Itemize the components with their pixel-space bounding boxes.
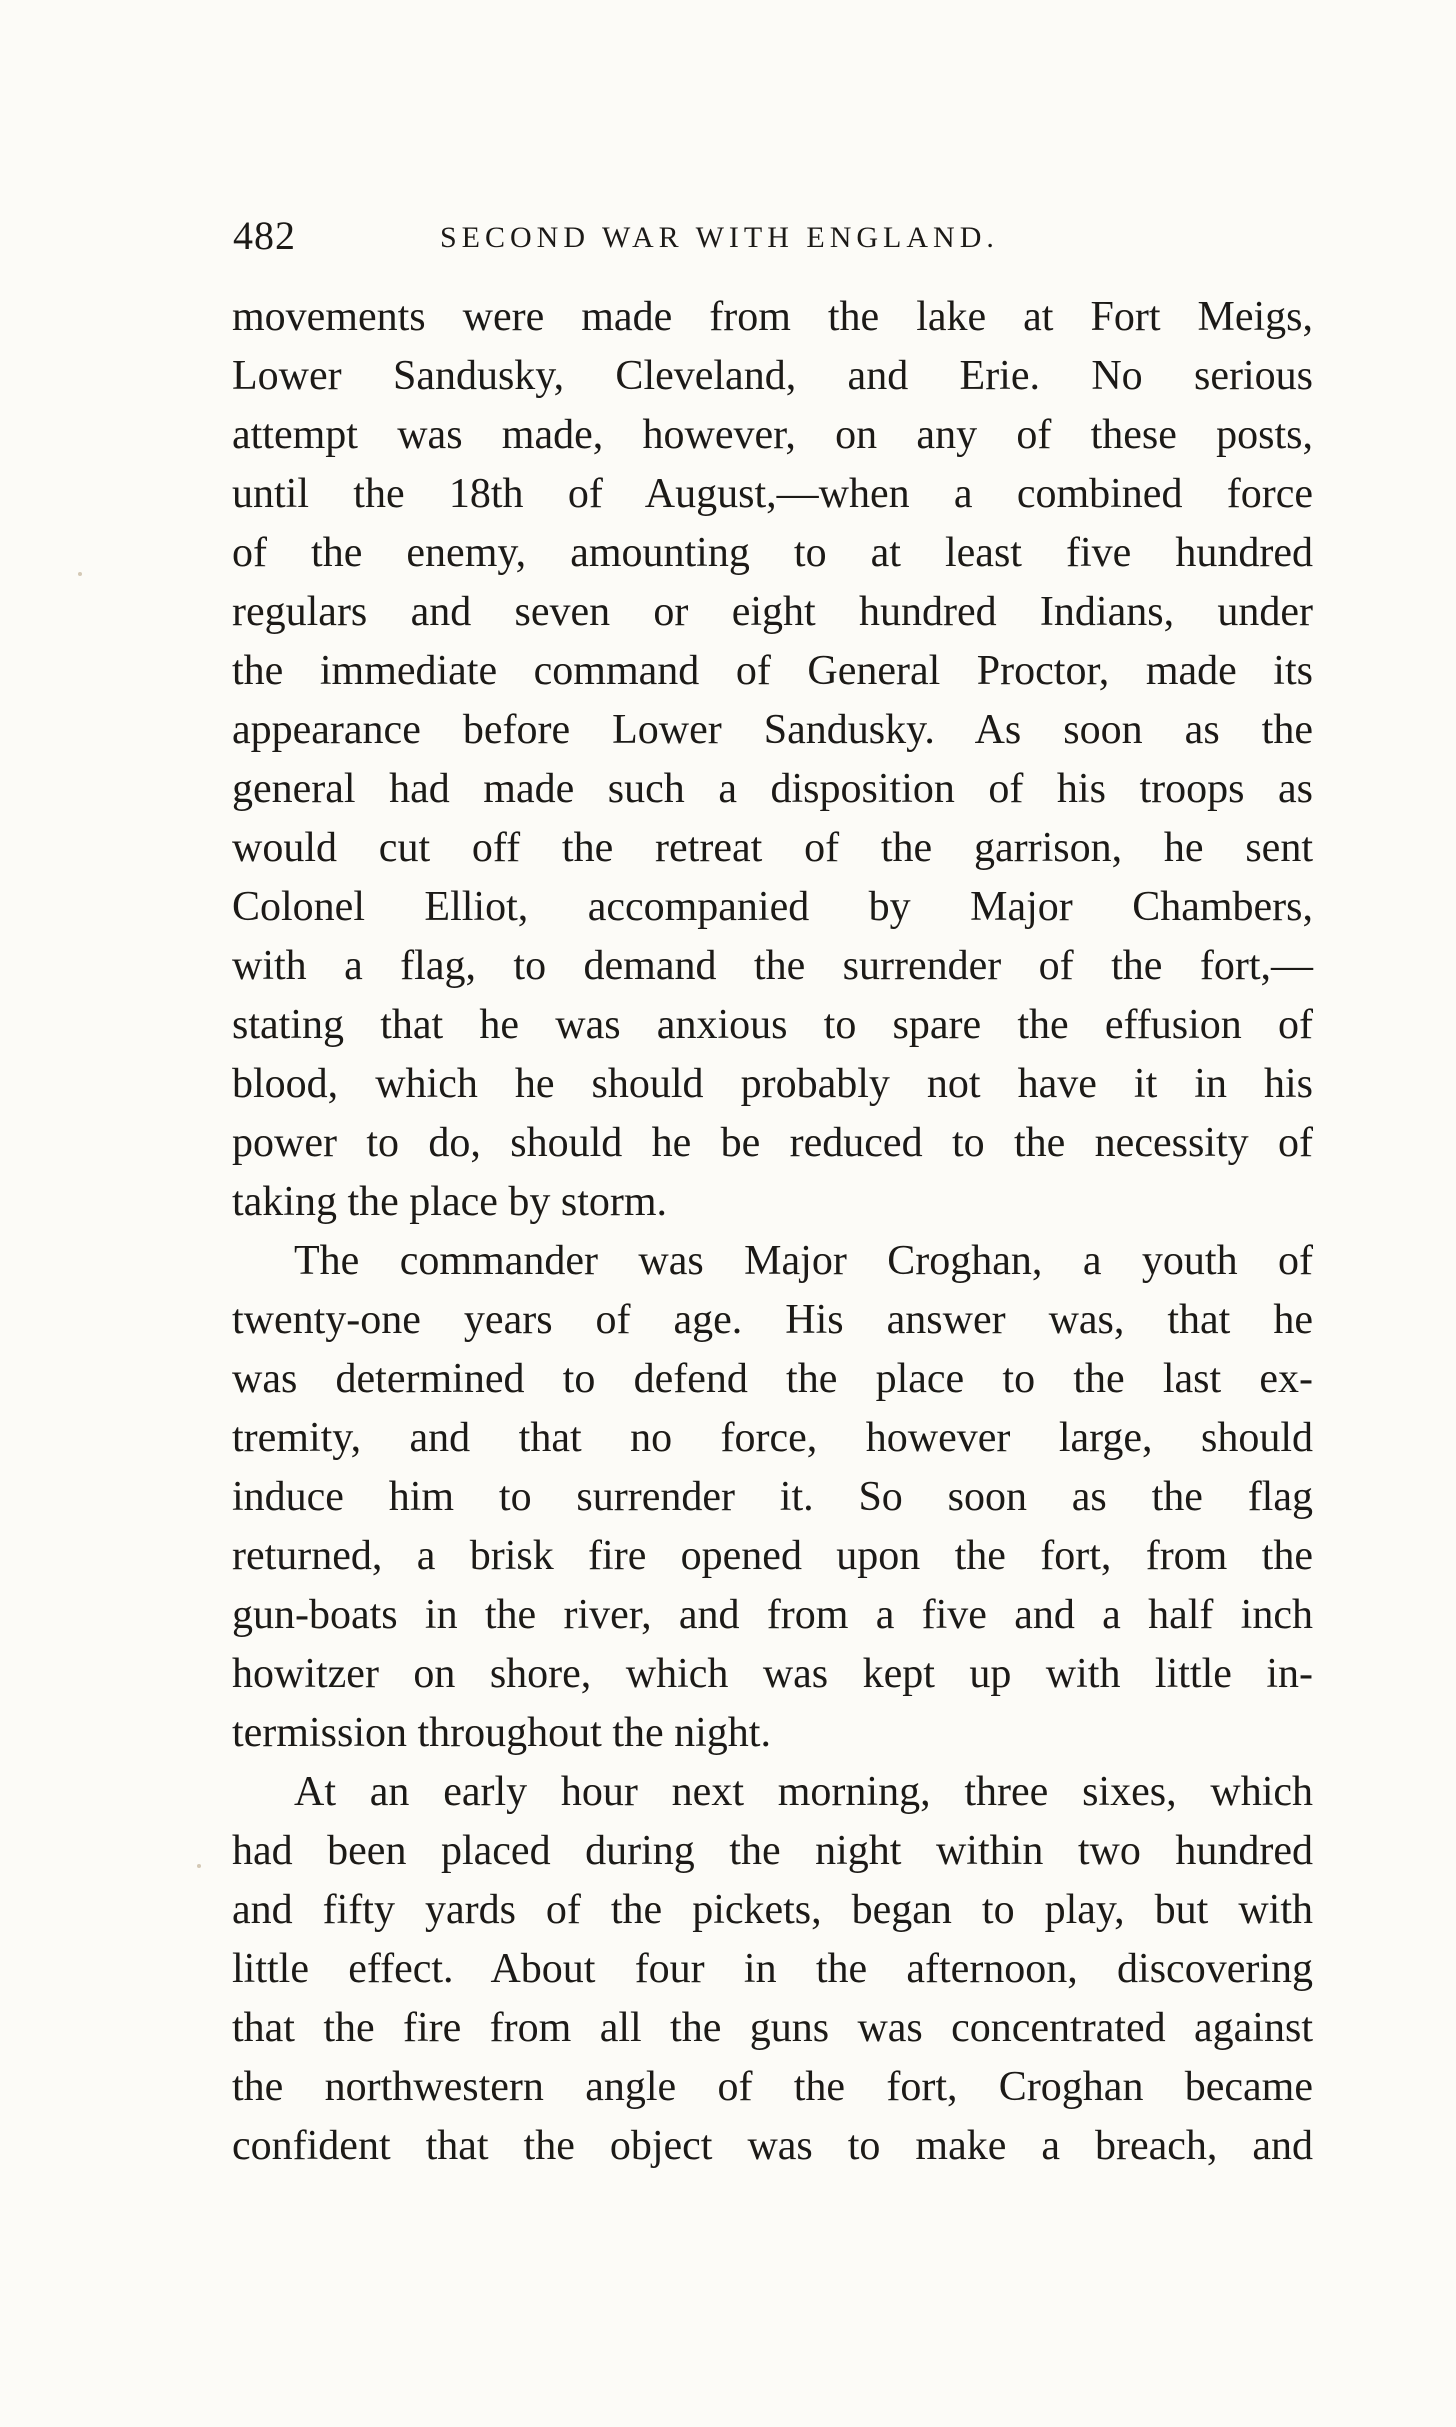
text-line: induce him to surrender it. So soon as the flag [232, 1474, 1313, 1520]
text-line: howitzer on shore, which was kept up with little in- [232, 1651, 1313, 1697]
text-line: Lower Sandusky, Cleveland, and Erie. No serious [232, 353, 1313, 399]
text-line: blood, which he should probably not have it in his [232, 1061, 1313, 1107]
text-line: termission throughout the night. [232, 1710, 771, 1756]
page-header [233, 208, 1313, 264]
text-line: would cut off the retreat of the garrison, he sent [232, 825, 1313, 871]
text-line: general had made such a disposition of his troops as [232, 766, 1313, 812]
text-line: was determined to defend the place to the last ex- [232, 1356, 1313, 1402]
text-line: that the fire from all the guns was concentrated against [232, 2005, 1313, 2051]
text-line: confident that the object was to make a breach, and [232, 2123, 1313, 2169]
text-line: regulars and seven or eight hundred Indians, under [232, 589, 1313, 635]
text-line: returned, a brisk fire opened upon the fort, from the [232, 1533, 1313, 1579]
text-line: the immediate command of General Proctor, made its [232, 648, 1313, 694]
text-line: had been placed during the night within two hundred [232, 1828, 1313, 1874]
text-line: twenty-one years of age. His answer was, that he [232, 1297, 1313, 1343]
paragraph-first-line: At an early hour next morning, three sixes, which [294, 1769, 1313, 1815]
paper-speck [197, 1864, 201, 1868]
paragraph-first-line: The commander was Major Croghan, a youth of [294, 1238, 1313, 1284]
text-line: movements were made from the lake at Fort Meigs, [232, 294, 1313, 340]
text-line: and fifty yards of the pickets, began to play, but with [232, 1887, 1313, 1933]
text-line: of the enemy, amounting to at least five hundred [232, 530, 1313, 576]
text-line: Colonel Elliot, accompanied by Major Chambers, [232, 884, 1313, 930]
text-line: until the 18th of August,—when a combined force [232, 471, 1313, 517]
text-line: taking the place by storm. [232, 1179, 668, 1225]
text-line: gun-boats in the river, and from a five and a half inch [232, 1592, 1313, 1638]
text-line: little effect. About four in the afternoon, discovering [232, 1946, 1313, 1992]
text-line: stating that he was anxious to spare the effusion of [232, 1002, 1313, 1048]
running-head: SECOND WAR WITH ENGLAND. [440, 221, 999, 254]
text-line: tremity, and that no force, however large, should [232, 1415, 1313, 1461]
page-number: 482 [233, 213, 296, 258]
paper-speck [78, 572, 82, 576]
text-line: power to do, should he be reduced to the necessity of [232, 1120, 1313, 1166]
text-line: with a flag, to demand the surrender of the fort,— [232, 943, 1313, 989]
text-line: the northwestern angle of the fort, Croghan became [232, 2064, 1313, 2110]
text-line: appearance before Lower Sandusky. As soon as the [232, 707, 1313, 753]
text-line: attempt was made, however, on any of these posts, [232, 412, 1313, 458]
body-text [232, 288, 1313, 2176]
